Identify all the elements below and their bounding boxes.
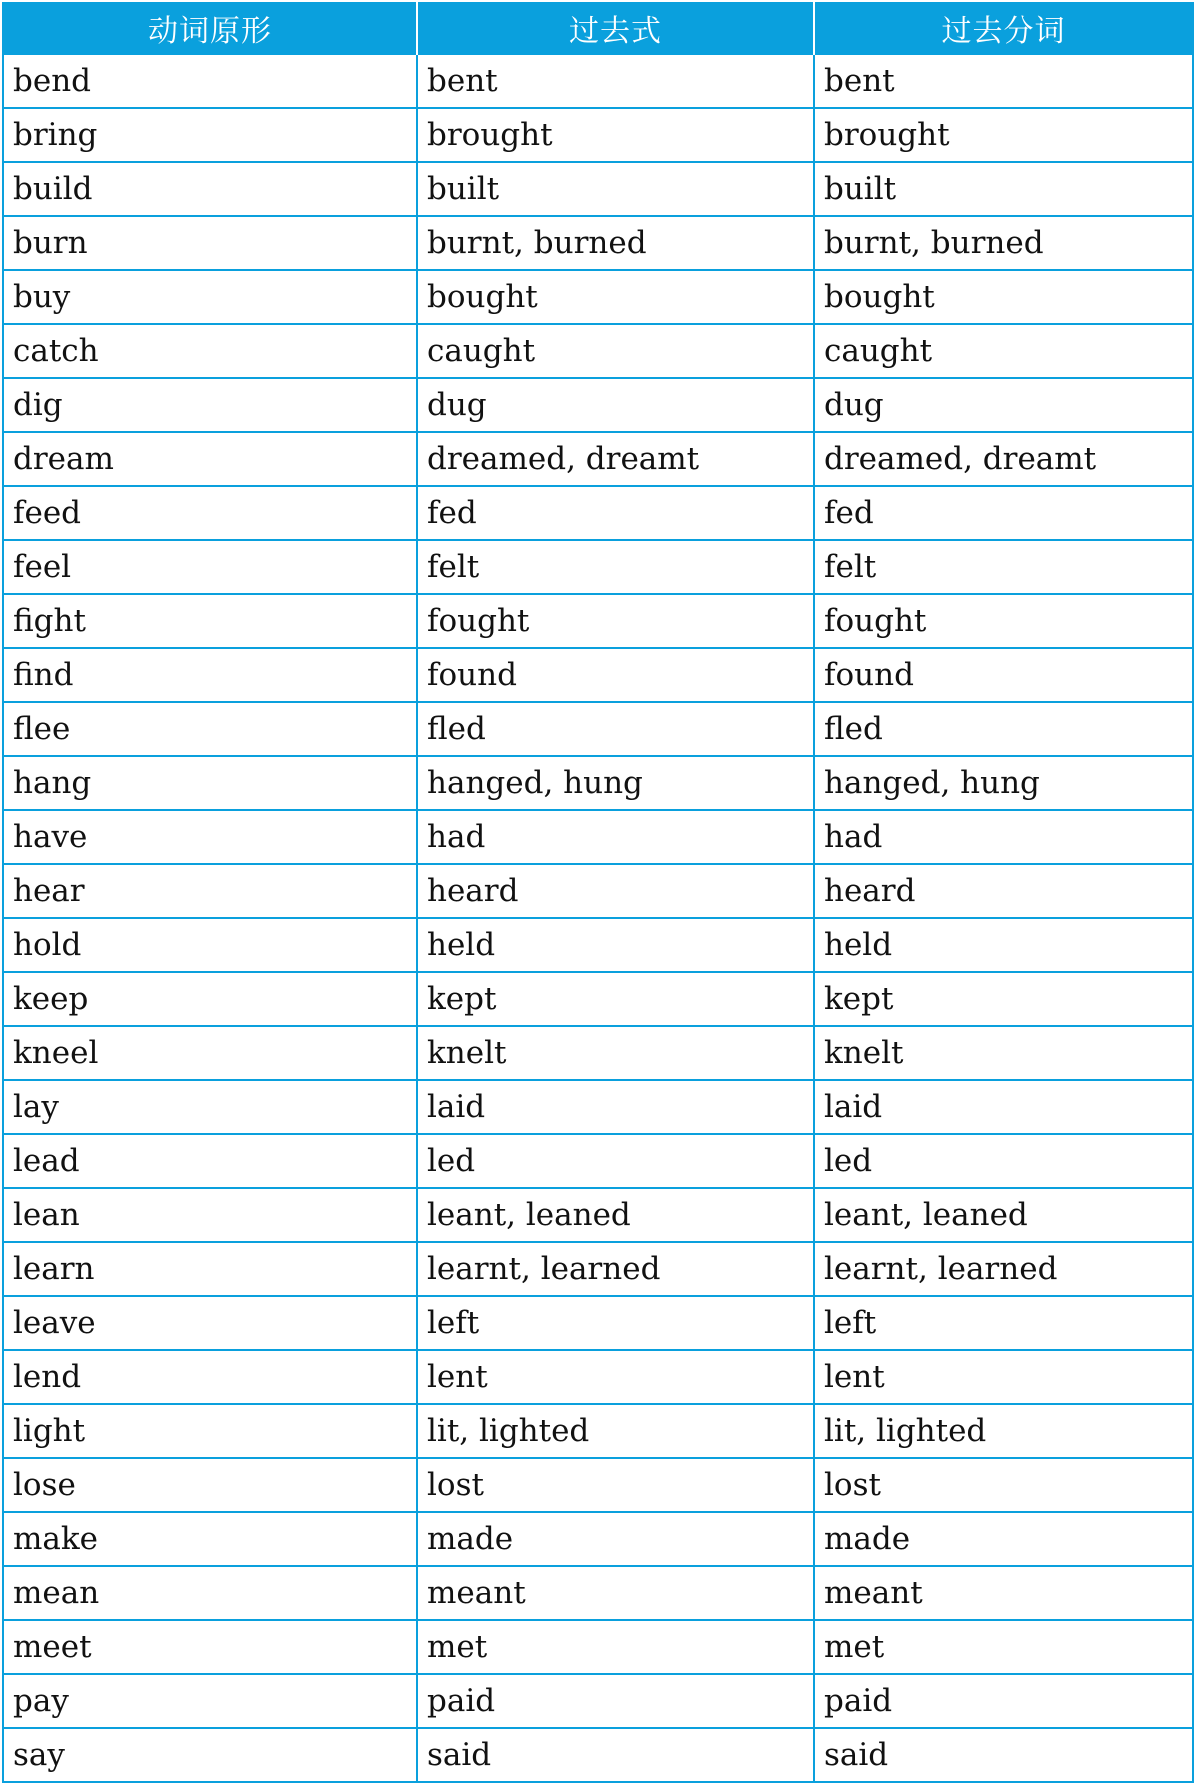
cell-base-form: dig — [3, 378, 417, 432]
cell-past-tense: learnt, learned — [417, 1242, 814, 1296]
table-row — [3, 1296, 1193, 1350]
cell-past-tense: bought — [417, 270, 814, 324]
cell-base-form: say — [3, 1728, 417, 1782]
cell-base-form: kneel — [3, 1026, 417, 1080]
cell-past-participle: paid — [814, 1674, 1193, 1728]
cell-past-participle: hanged, hung — [814, 756, 1193, 810]
cell-past-tense: lost — [417, 1458, 814, 1512]
cell-base-form: mean — [3, 1566, 417, 1620]
table-row — [3, 1728, 1193, 1782]
cell-past-participle: kept — [814, 972, 1193, 1026]
cell-past-participle: dug — [814, 378, 1193, 432]
cell-base-form: feel — [3, 540, 417, 594]
table-row — [3, 756, 1193, 810]
cell-past-tense: brought — [417, 108, 814, 162]
cell-base-form: lend — [3, 1350, 417, 1404]
cell-past-participle: fed — [814, 486, 1193, 540]
cell-past-participle: had — [814, 810, 1193, 864]
cell-past-tense: held — [417, 918, 814, 972]
cell-past-participle: fought — [814, 594, 1193, 648]
cell-past-tense: felt — [417, 540, 814, 594]
table-row — [3, 54, 1193, 108]
table-row — [3, 810, 1193, 864]
cell-base-form: fight — [3, 594, 417, 648]
cell-base-form: leave — [3, 1296, 417, 1350]
cell-past-tense: had — [417, 810, 814, 864]
cell-past-participle: laid — [814, 1080, 1193, 1134]
header-base-form: 动词原形 — [3, 2, 417, 54]
table-row — [3, 1080, 1193, 1134]
cell-past-participle: lost — [814, 1458, 1193, 1512]
header-past-participle: 过去分词 — [814, 2, 1193, 54]
table-header — [3, 2, 1193, 54]
cell-past-participle: lent — [814, 1350, 1193, 1404]
cell-past-tense: dreamed, dreamt — [417, 432, 814, 486]
table-row — [3, 918, 1193, 972]
cell-base-form: make — [3, 1512, 417, 1566]
cell-base-form: build — [3, 162, 417, 216]
table-row — [3, 1350, 1193, 1404]
cell-base-form: buy — [3, 270, 417, 324]
table-row — [3, 270, 1193, 324]
cell-past-participle: made — [814, 1512, 1193, 1566]
cell-past-tense: met — [417, 1620, 814, 1674]
table-row — [3, 648, 1193, 702]
cell-past-participle: fled — [814, 702, 1193, 756]
table-row — [3, 1404, 1193, 1458]
cell-base-form: flee — [3, 702, 417, 756]
cell-base-form: keep — [3, 972, 417, 1026]
table-body — [3, 54, 1193, 1782]
irregular-verb-table — [2, 2, 1194, 1783]
table-row — [3, 1566, 1193, 1620]
cell-past-participle: leant, leaned — [814, 1188, 1193, 1242]
cell-past-tense: said — [417, 1728, 814, 1782]
cell-base-form: dream — [3, 432, 417, 486]
cell-base-form: lean — [3, 1188, 417, 1242]
cell-past-participle: led — [814, 1134, 1193, 1188]
table-row — [3, 378, 1193, 432]
table-row — [3, 1458, 1193, 1512]
cell-past-participle: found — [814, 648, 1193, 702]
cell-past-tense: laid — [417, 1080, 814, 1134]
table-row — [3, 216, 1193, 270]
cell-base-form: hang — [3, 756, 417, 810]
cell-past-participle: left — [814, 1296, 1193, 1350]
table-row — [3, 972, 1193, 1026]
cell-past-tense: led — [417, 1134, 814, 1188]
table-row — [3, 1134, 1193, 1188]
cell-past-tense: burnt, burned — [417, 216, 814, 270]
cell-past-tense: made — [417, 1512, 814, 1566]
table-row — [3, 162, 1193, 216]
cell-past-tense: dug — [417, 378, 814, 432]
cell-past-tense: left — [417, 1296, 814, 1350]
cell-base-form: lead — [3, 1134, 417, 1188]
cell-past-tense: knelt — [417, 1026, 814, 1080]
cell-past-participle: caught — [814, 324, 1193, 378]
cell-past-participle: dreamed, dreamt — [814, 432, 1193, 486]
cell-base-form: lay — [3, 1080, 417, 1134]
table-row — [3, 108, 1193, 162]
cell-base-form: meet — [3, 1620, 417, 1674]
cell-past-participle: held — [814, 918, 1193, 972]
cell-past-participle: bent — [814, 54, 1193, 108]
cell-base-form: pay — [3, 1674, 417, 1728]
cell-past-participle: lit, lighted — [814, 1404, 1193, 1458]
cell-past-tense: heard — [417, 864, 814, 918]
cell-base-form: light — [3, 1404, 417, 1458]
cell-base-form: feed — [3, 486, 417, 540]
cell-past-tense: leant, leaned — [417, 1188, 814, 1242]
table-row — [3, 1674, 1193, 1728]
cell-past-tense: kept — [417, 972, 814, 1026]
cell-past-tense: meant — [417, 1566, 814, 1620]
cell-past-tense: lent — [417, 1350, 814, 1404]
cell-base-form: lose — [3, 1458, 417, 1512]
cell-base-form: have — [3, 810, 417, 864]
table-row — [3, 540, 1193, 594]
cell-past-participle: knelt — [814, 1026, 1193, 1080]
cell-base-form: burn — [3, 216, 417, 270]
table-row — [3, 864, 1193, 918]
cell-past-tense: fled — [417, 702, 814, 756]
cell-past-tense: built — [417, 162, 814, 216]
header-past-tense: 过去式 — [417, 2, 814, 54]
cell-base-form: catch — [3, 324, 417, 378]
cell-past-tense: fed — [417, 486, 814, 540]
cell-past-participle: felt — [814, 540, 1193, 594]
table-row — [3, 1188, 1193, 1242]
table-row — [3, 702, 1193, 756]
table-row — [3, 324, 1193, 378]
cell-past-participle: learnt, learned — [814, 1242, 1193, 1296]
table-row — [3, 594, 1193, 648]
cell-past-participle: burnt, burned — [814, 216, 1193, 270]
cell-base-form: learn — [3, 1242, 417, 1296]
cell-base-form: bend — [3, 54, 417, 108]
cell-past-tense: paid — [417, 1674, 814, 1728]
cell-base-form: bring — [3, 108, 417, 162]
table-row — [3, 1242, 1193, 1296]
cell-base-form: hold — [3, 918, 417, 972]
header-row — [3, 2, 1193, 54]
cell-base-form: hear — [3, 864, 417, 918]
cell-past-participle: brought — [814, 108, 1193, 162]
cell-past-participle: bought — [814, 270, 1193, 324]
cell-past-tense: found — [417, 648, 814, 702]
cell-past-participle: meant — [814, 1566, 1193, 1620]
cell-past-tense: lit, lighted — [417, 1404, 814, 1458]
table-row — [3, 1026, 1193, 1080]
cell-past-tense: hanged, hung — [417, 756, 814, 810]
table-row — [3, 432, 1193, 486]
table-row — [3, 486, 1193, 540]
cell-past-participle: heard — [814, 864, 1193, 918]
table-row — [3, 1512, 1193, 1566]
cell-past-tense: caught — [417, 324, 814, 378]
cell-past-tense: bent — [417, 54, 814, 108]
cell-past-participle: met — [814, 1620, 1193, 1674]
cell-base-form: find — [3, 648, 417, 702]
cell-past-tense: fought — [417, 594, 814, 648]
table-row — [3, 1620, 1193, 1674]
cell-past-participle: said — [814, 1728, 1193, 1782]
cell-past-participle: built — [814, 162, 1193, 216]
